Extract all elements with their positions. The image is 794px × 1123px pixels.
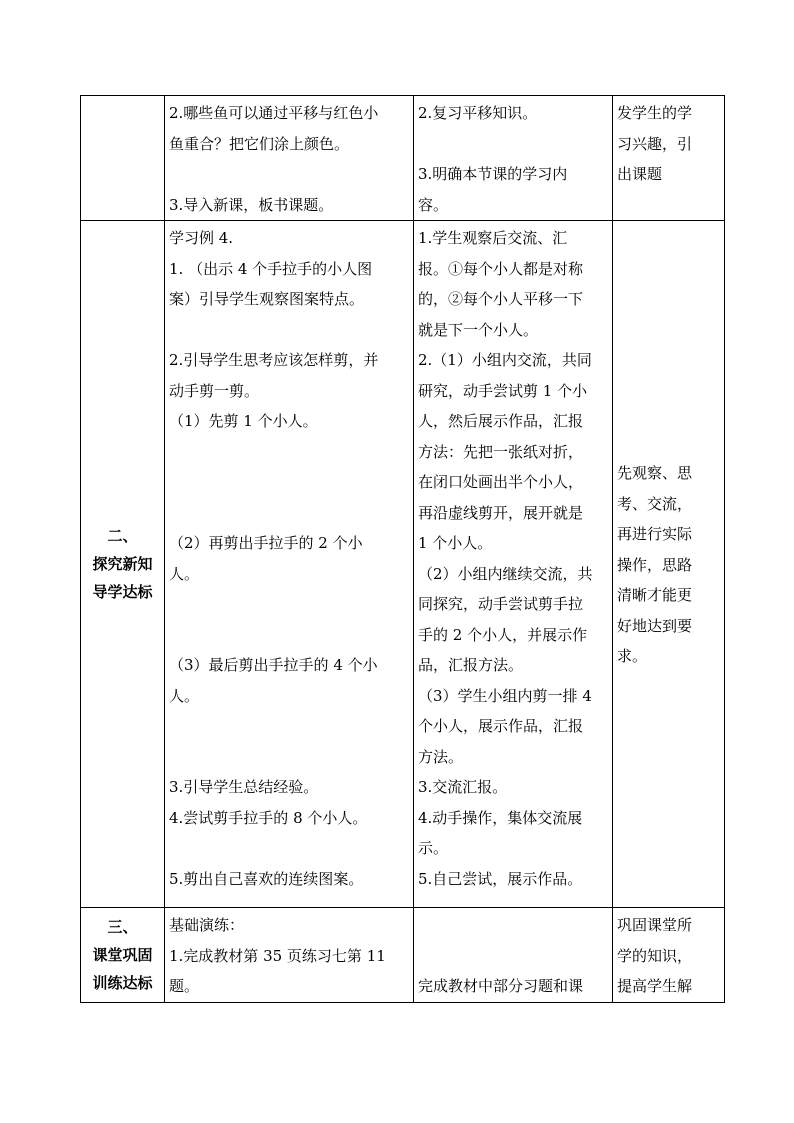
text-line: （1）先剪 1 个小人。: [169, 412, 318, 430]
text-line: [418, 129, 608, 160]
stage-number: 三、: [107, 918, 138, 936]
lesson-plan-table: [80, 95, 725, 1003]
text-line: （2）小组内继续交流，共: [418, 564, 593, 583]
stage-title-line: 课堂巩固: [92, 946, 153, 964]
text-line: 1.学生观察后交流、汇: [418, 229, 568, 247]
student-activity-cell: [414, 221, 613, 908]
text-line: 4.动手操作，集体交流展: [418, 808, 583, 827]
stage-title-line: 探究新知: [92, 555, 153, 573]
text-line: （3）最后剪出手拉手的 4 个小: [169, 656, 378, 674]
text-line: [418, 910, 608, 941]
text-line: 容。: [418, 195, 449, 214]
text-line: 2.引导学生思考应该怎样剪，并: [169, 351, 379, 369]
text-line: 发学生的学: [617, 104, 693, 122]
text-line: 2.（1）小组内交流，共同: [418, 351, 592, 369]
stage-cell: [81, 96, 165, 221]
text-line: 操作，思路: [617, 555, 693, 574]
student-activity-cell: [414, 908, 613, 1003]
text-line: 3.交流汇报。: [418, 778, 508, 796]
text-line: 鱼重合？把它们涂上颜色。: [169, 134, 350, 153]
text-line: 再进行实际: [617, 525, 693, 544]
text-line: 3.导入新课，板书课题。: [169, 195, 334, 214]
text-line: 出课题: [617, 165, 663, 183]
text-line: 完成教材中部分习题和课: [418, 977, 584, 995]
table-row: [81, 908, 725, 1003]
text-line: 示。: [418, 839, 449, 857]
text-line: 的，②每个小人平移一下: [418, 290, 584, 308]
text-line: 先观察、思: [617, 464, 693, 483]
teacher-activity-cell: [165, 96, 414, 221]
text-line: 1.完成教材第 35 页练习七第 11: [169, 946, 386, 965]
text-line: [169, 498, 409, 529]
text-line: 4.尝试剪手拉手的 8 个小人。: [169, 808, 368, 827]
text-line: 就是下一个小人。: [418, 320, 539, 339]
table-row: [81, 96, 725, 221]
text-line: 研究，动手尝试剪 1 个小: [418, 381, 588, 400]
stage-title-line: 导学达标: [92, 583, 153, 601]
stage-title-line: 训练达标: [92, 974, 153, 992]
text-line: 巩固课堂所: [617, 916, 693, 934]
text-line: 学的知识，: [617, 946, 693, 965]
text-line: 1. （出示 4 个手拉手的小人图: [169, 259, 373, 278]
text-line: [169, 315, 409, 346]
text-line: [169, 833, 409, 864]
text-line: 5.剪出自己喜欢的连续图案。: [169, 869, 364, 888]
text-line: 手的 2 个小人，并展示作: [418, 625, 588, 644]
text-line: （2）再剪出手拉手的 2 个小: [169, 534, 363, 552]
text-line: 3.引导学生总结经验。: [169, 778, 319, 796]
text-line: 再沿虚线剪开，展开就是: [418, 503, 584, 522]
text-line: 求。: [617, 647, 648, 666]
text-line: 品，汇报方法。: [418, 656, 524, 674]
text-line: 题。: [169, 977, 200, 995]
student-activity-cell: [414, 96, 613, 221]
text-line: [169, 467, 409, 498]
teacher-activity-cell: [165, 908, 414, 1003]
text-line: 人，然后展示作品，汇报: [418, 412, 584, 430]
text-line: 提高学生解: [617, 977, 693, 995]
text-line: [169, 711, 409, 742]
text-line: 好地达到要: [617, 616, 693, 635]
text-line: 基础演练：: [169, 916, 245, 934]
design-intent-cell: [613, 221, 725, 908]
teacher-activity-cell: [165, 221, 414, 908]
text-line: 3.明确本节课的学习内: [418, 165, 568, 183]
stage-cell: [81, 221, 165, 908]
stage-number: 二、: [107, 527, 138, 545]
lesson-plan-page: [80, 95, 714, 1003]
text-line: [169, 742, 409, 773]
text-line: [169, 437, 409, 468]
text-line: 学习例 4.: [169, 229, 234, 247]
text-line: 个小人，展示作品，汇报: [418, 717, 584, 735]
text-line: 2.复习平移知识。: [418, 104, 538, 122]
text-line: 人。: [169, 564, 200, 583]
text-line: [169, 589, 409, 620]
text-line: 5.自己尝试，展示作品。: [418, 869, 583, 888]
text-line: [169, 159, 409, 190]
text-line: 方法。: [418, 747, 464, 766]
table-row: [81, 221, 725, 908]
text-line: [418, 941, 608, 972]
text-line: 在闭口处画出半个小人，: [418, 473, 584, 491]
text-line: 1 个小人。: [418, 534, 493, 552]
stage-cell: [81, 908, 165, 1003]
text-line: [169, 620, 409, 651]
design-intent-cell: [613, 96, 725, 221]
design-intent-cell: [613, 908, 725, 1003]
text-line: 习兴趣，引: [617, 134, 693, 153]
text-line: 人。: [169, 686, 200, 705]
text-line: 动手剪一剪。: [169, 381, 260, 400]
text-line: （3）学生小组内剪一排 4: [418, 686, 592, 705]
text-line: 案）引导学生观察图案特点。: [169, 290, 365, 308]
text-line: 方法：先把一张纸对折，: [418, 442, 584, 461]
text-line: 2.哪些鱼可以通过平移与红色小: [169, 104, 379, 122]
text-line: 同探究，动手尝试剪手拉: [418, 595, 584, 613]
text-line: 考、交流，: [617, 494, 693, 513]
text-line: 报。①每个小人都是对称: [418, 259, 584, 278]
text-line: 清晰才能更: [617, 586, 693, 605]
